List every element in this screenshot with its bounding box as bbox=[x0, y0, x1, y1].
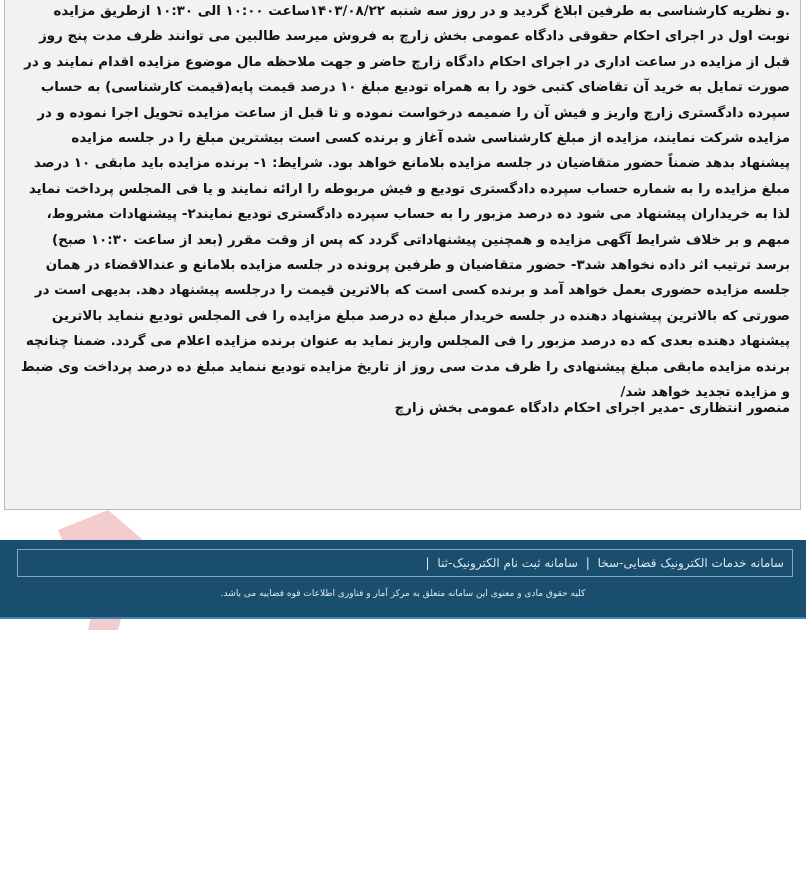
footer-link-sana[interactable]: سامانه ثبت نام الکترونیک-ثنا bbox=[437, 556, 578, 570]
footer-separator-end: | bbox=[425, 556, 430, 570]
gap-bar bbox=[0, 510, 806, 540]
site-footer bbox=[0, 540, 806, 619]
footer-separator: | bbox=[585, 556, 590, 570]
notice-panel bbox=[4, 0, 801, 510]
footer-links-bar bbox=[17, 549, 793, 577]
notice-signature: منصور انتظاری -مدیر اجرای احکام دادگاه عمومی بخش زارچ bbox=[394, 401, 790, 416]
notice-body-text: .و نظریه کارشناسی به طرفین ابلاغ گردید و در روز سه شنبه ۱۴۰۳/۰۸/۲۲ساعت ۱۰:۰۰ الی ۱۰:۳۰ ازطریق مزایده نوبت اول در اجرای احکام حقوقی دادگاه عمومی بخش زارچ به فروش میرسد طالبین می توانند ظرف مدت پنج روز قبل از مزایده در ساعت اداری در اجرای احکام دادگاه زارچ حاضر و جهت ملاحظه مال موضوع مزایده اقدام نمایند و در صورت تمایل به خرید آن تقاضای کتبی خود را به همراه تودیع مبلغ ۱۰ درصد قیمت پایه(قیمت کارشناسی) به حساب سپرده دادگستری زارچ واریز و فیش آن را ضمیمه درخواست نموده و تا قبل از ساعت مزایده تحویل اجرا نموده و در مزایده شرکت نمایند، مزایده از مبلغ کارشناسی شده آغاز و برنده کسی است بیشترین مبلغ را در جلسه مزایده پیشنهاد بدهد ضمناً حضور متقاضیان در جلسه مزایده بلامانع خواهد بود. شرایط: ۱- برنده مزایده باید مابقی ۱۰ درصد مبلغ مزایده را به شماره حساب سپرده دادگستری تودیع و فیش مربوطه را ارائه نمایند و یا فی المجلس پرداخت نماید لذا به خریداران پیشنهاد می شود ده درصد مزبور را به حساب سپرده دادگستری تودیع نمایند۲- پیشنهادات مشروط، مبهم و بر خلاف شرایط آگهی مزایده و همچنین پیشنهاداتی گردد که پس از وقت مقرر (بعد از ساعت ۱۰:۳۰ صبح) برسد ترتیب اثر داده نخواهد شد۳- حضور متقاضیان و طرفین پرونده در جلسه مزایده بلامانع و عندالاقضاء در همان جلسه مزایده حضوری بعمل خواهد آمد و برنده کسی است که بالاترین قیمت را درجلسه پیشنهاد دهد. بدیهی است در صورتی که بالاترین پیشنهاد دهنده در جلسه خریدار مبلغ ده درصد مبلغ مزایده را فی المجلس تودیع ننماید بالاترین پیشنهاد دهنده بعدی که ده درصد مزبور را فی المجلس واریز نماید به عنوان برنده مزایده اعلام می گردد. ضمنا چنانچه برنده مزایده مابقی مبلغ پیشنهادی را ظرف مدت سی روز از تاریخ مزایده تودیع ننماید مبلغ ده درصد پرداخت وی ضبط و مزایده تجدید خواهد شد/ bbox=[20, 4, 790, 401]
footer-copyright: کلیه حقوق مادی و معنوی این سامانه متعلق به مرکز آمار و فناوری اطلاعات قوه قضاییه می باشد. bbox=[220, 589, 586, 599]
footer-link-sakha[interactable]: سامانه خدمات الکترونیک قضایی-سخا bbox=[597, 556, 784, 570]
